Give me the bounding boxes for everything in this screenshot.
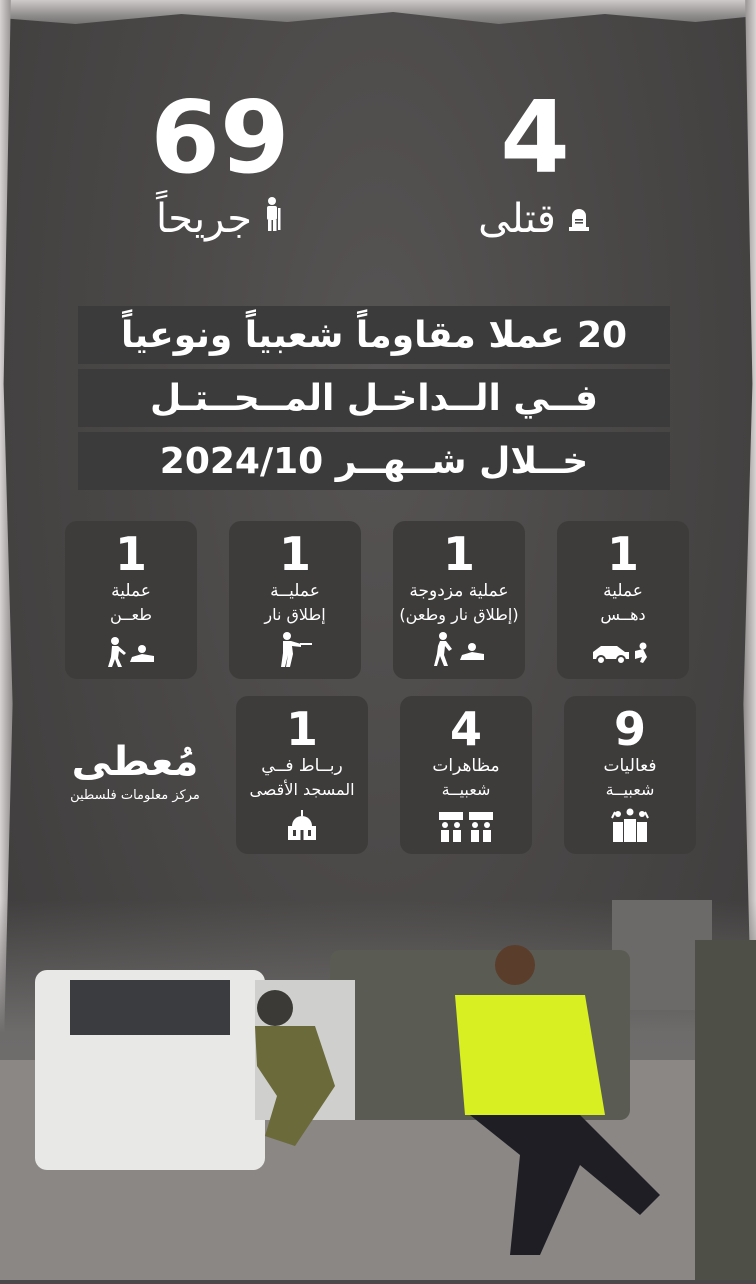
- card-subtitle: دهــس: [600, 605, 646, 624]
- card-stabbing: [65, 521, 197, 679]
- moti-logo: [60, 739, 210, 803]
- gravestone-icon: [566, 196, 592, 242]
- stabbing-icon: [432, 631, 486, 667]
- card-number: 4: [449, 702, 482, 756]
- logo-name: مُعطى: [71, 739, 199, 785]
- injured-person-icon: [262, 196, 284, 242]
- card-number: 9: [613, 702, 646, 756]
- card-title: عملية: [111, 581, 151, 601]
- injured-label: جريحاً: [156, 196, 252, 242]
- headline-text: 20 عملا مقاوماً شعبياً ونوعياً: [120, 314, 628, 356]
- card-number: 1: [278, 527, 311, 581]
- card-subtitle: المسجد الأقصى: [249, 780, 355, 799]
- killed-label-row: [445, 196, 625, 242]
- injured-number: 69: [150, 79, 290, 196]
- card-number: 1: [114, 527, 147, 581]
- card-demonstrations: [400, 696, 532, 854]
- shooter-icon: [275, 631, 315, 667]
- killed-number: 4: [500, 79, 570, 196]
- period-banner: [78, 432, 670, 490]
- card-title: عملية: [603, 581, 643, 601]
- card-title: عملية مزدوجة: [409, 581, 509, 601]
- mosque-icon: [284, 810, 320, 842]
- killed-label: قتلى: [478, 196, 556, 242]
- injured-label-row: [130, 196, 310, 242]
- photo-illustration: [0, 900, 756, 1280]
- stat-injured: [130, 79, 310, 242]
- card-double-operation: [393, 521, 525, 679]
- news-photo: [0, 900, 756, 1280]
- card-ramming: [557, 521, 689, 679]
- card-subtitle: شعبيــة: [605, 780, 655, 799]
- card-title: مظاهرات: [432, 756, 500, 776]
- card-number: 1: [285, 702, 318, 756]
- protest-icon: [437, 810, 495, 842]
- period-text: خــلال شــهــر 2024/10: [159, 440, 589, 482]
- location-banner: [78, 369, 670, 427]
- stabbing-icon: [106, 637, 156, 667]
- card-number: 1: [606, 527, 639, 581]
- car-ramming-icon: [591, 639, 655, 667]
- card-subtitle: طعــن: [109, 605, 152, 624]
- card-shooting: [229, 521, 361, 679]
- card-activities: [564, 696, 696, 854]
- card-subtitle: إطلاق نار: [264, 605, 326, 624]
- card-subtitle: شعبيــة: [441, 780, 491, 799]
- card-subtitle: (إطلاق نار وطعن): [399, 605, 519, 624]
- headline-banner: [78, 306, 670, 364]
- logo-subtitle: مركز معلومات فلسطين: [70, 788, 200, 803]
- crowd-icon: [610, 808, 650, 842]
- location-text: فــي الــداخـل المــحــتـل: [150, 377, 598, 419]
- card-number: 1: [442, 527, 475, 581]
- card-title: فعاليات: [603, 756, 657, 776]
- stat-killed: [445, 79, 625, 242]
- card-title: عمليــة: [270, 581, 320, 601]
- card-ribat-alaqsa: [236, 696, 368, 854]
- card-title: ربــاط فــي: [261, 756, 343, 776]
